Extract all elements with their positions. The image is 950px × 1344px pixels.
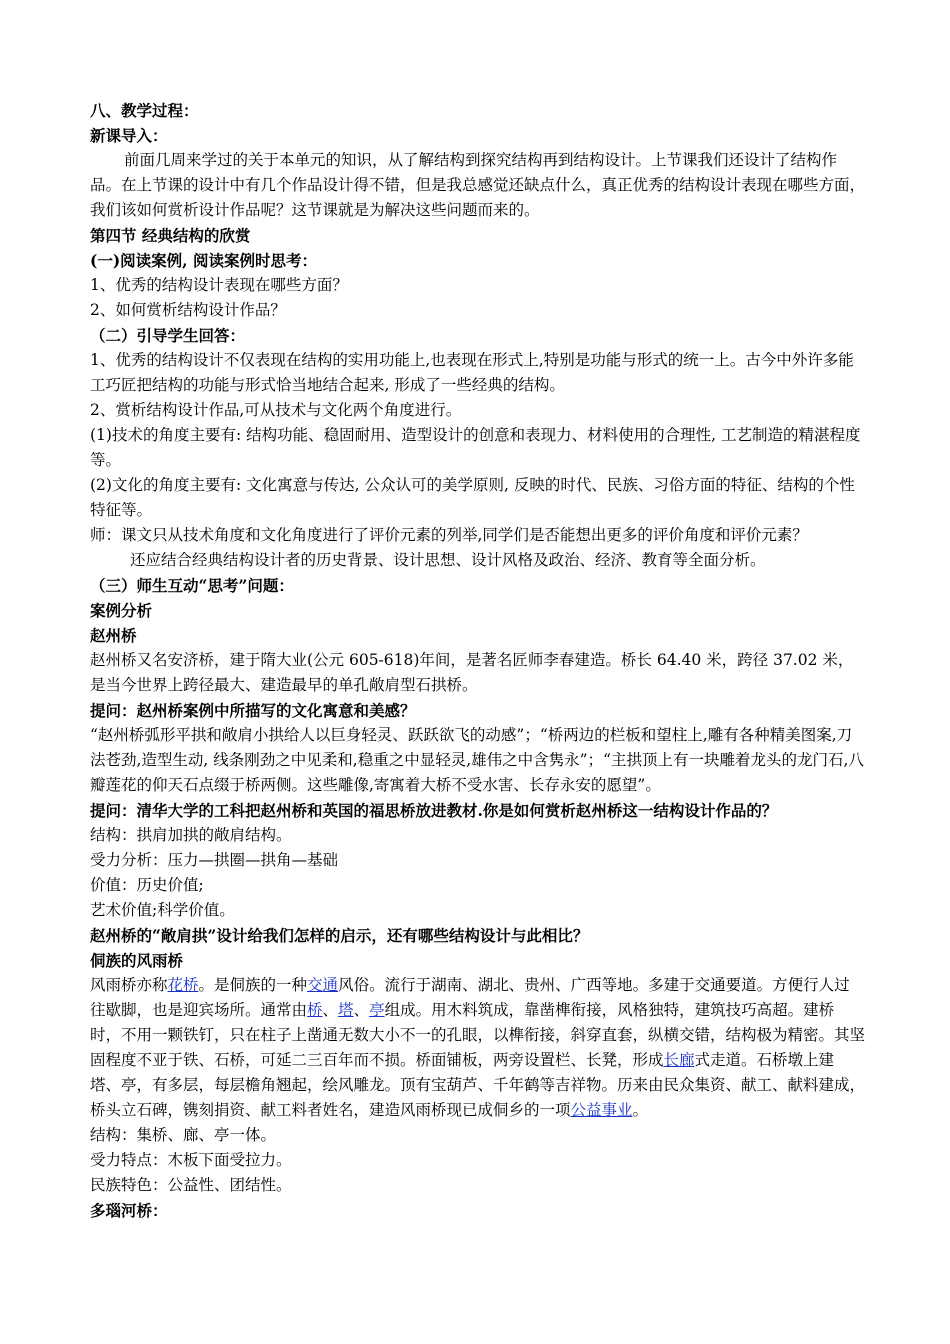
zhaozhou-structure: 结构：拱肩加拱的敞肩结构。: [90, 826, 292, 844]
zhaozhou-value: 价值：历史价值;: [90, 876, 204, 894]
dong-ethnic-features: 民族特色：公益性、团结性。: [90, 1176, 292, 1194]
section-title: 第四节 经典结构的欣赏: [90, 226, 251, 245]
dong-text-2: 。是侗族的一种: [198, 976, 308, 994]
link-ting[interactable]: 亭: [369, 1001, 385, 1019]
question-1: 1、优秀的结构设计表现在哪些方面？: [90, 276, 348, 294]
zhaozhou-answer-1: “赵州桥弧形平拱和敞肩小拱给人以巨身轻灵、跃跃欲飞的动感”；“桥两边的栏板和望柱上,雕有各种精美图案,刀法苍劲,造型生动, 线条刚劲之中见柔和,稳重之中显轻灵,雄伟之中含隽永”；“主拱顶上有一块雕着龙头的龙门石,八瓣莲花的仰天石点缀于桥两侧。这些雕像,寄寓着大桥不受水害、长存永安的愿望”。: [90, 726, 864, 794]
answer-2-cultural: (2)文化的角度主要有: 文化寓意与传达, 公众认可的美学原则, 反映的时代、民族、习俗方面的特征、结构的个性特征等。: [90, 476, 855, 519]
link-huaqiao[interactable]: 花桥: [167, 976, 199, 994]
question-2: 2、如何赏析结构设计作品？: [90, 301, 286, 319]
link-changlang[interactable]: 长廊: [663, 1051, 695, 1069]
answer-2: 2、赏析结构设计作品,可从技术与文化两个角度进行。: [90, 401, 462, 419]
heading-read-cases: (一)阅读案例, 阅读案例时思考：: [90, 251, 317, 270]
dong-text-7: 式走道。石桥墩上建塔、亭，有多层，每层檐角翘起，绘风雕龙。顶有宝葫芦、千年鹤等吉祥物。历来由民众集资、献工、献料建成，桥头立石碑，镌刻捐资、献工料者姓名，建造风雨桥现已成侗乡的一项: [90, 1051, 866, 1119]
dong-text-5: 、: [353, 1001, 370, 1019]
zhaozhou-question-2: 提问：清华大学的工科把赵州桥和英国的福思桥放进教材.你是如何赏析赵州桥这一结构设计作品的？: [90, 801, 778, 820]
zhaozhou-question-3: 赵州桥的“敞肩拱”设计给我们怎样的启示，还有哪些结构设计与此相比？: [90, 926, 589, 945]
answer-2-technical: (1)技术的角度主要有: 结构功能、稳固耐用、造型设计的创意和表现力、材料使用的合理性, 工艺制造的精湛程度等。: [90, 426, 861, 469]
link-gongyi-shiye[interactable]: 公益事业: [570, 1101, 633, 1119]
dong-text-3: 风俗。流行于湖南、湖北、贵州、广西等地。多建于交通要道。方便行人过往歇脚，也是迎宾场所。通常由: [90, 976, 850, 1019]
dong-text-6: 组成。用木料筑成，靠凿榫衔接，风格独特，建筑技巧高超。建桥时，不用一颗铁钉，只在柱子上凿通无数大小不一的孔眼，以榫衔接，斜穿直套，纵横交错，结构极为精密。其坚固程度不亚于铁、石桥，可延二三百年而不损。桥面铺板，两旁设置栏、长凳，形成: [90, 1001, 866, 1069]
heading-danube-bridge: 多瑙河桥：: [90, 1201, 168, 1220]
dong-text-8: 。: [632, 1101, 649, 1119]
link-ta[interactable]: 塔: [338, 1001, 354, 1019]
teacher-remark-continued: 还应结合经典结构设计者的历史背景、设计思想、设计风格及政治、经济、教育等全面分析。: [130, 551, 766, 569]
heading-interaction: （三）师生互动“思考”问题：: [90, 576, 294, 595]
zhaozhou-force-analysis: 受力分析：压力—拱圈—拱角—基础: [90, 851, 339, 869]
link-qiao[interactable]: 桥: [307, 1001, 323, 1019]
heading-dong-wind-rain-bridge: 侗族的风雨桥: [90, 951, 184, 970]
teacher-remark: 师：课文只从技术角度和文化角度进行了评价元素的列举,同学们是否能想出更多的评价角度和评价元素？: [90, 526, 808, 544]
heading-case-analysis: 案例分析: [90, 601, 153, 620]
heading-new-lesson-intro: 新课导入：: [90, 126, 168, 145]
link-jiaotong[interactable]: 交通: [307, 976, 339, 994]
zhaozhou-value-cont: 艺术价值;科学价值。: [90, 901, 235, 919]
answer-1: 1、优秀的结构设计不仅表现在结构的实用功能上,也表现在形式上,特别是功能与形式的统一上。古今中外许多能工巧匠把结构的功能与形式恰当地结合起来, 形成了一些经典的结构。: [90, 351, 854, 394]
dong-force: 受力特点：木板下面受拉力。: [90, 1151, 292, 1169]
dong-text-4: 、: [322, 1001, 339, 1019]
zhaozhou-intro: 赵州桥又名安济桥，建于隋大业(公元 605-618)年间，是著名匠师李春建造。桥长 64.40 米，跨径 37.02 米， 是当今世界上跨径最大、建造最早的单孔敞肩型石拱桥。: [90, 651, 854, 694]
dong-structure: 结构：集桥、廊、亭一体。: [90, 1126, 277, 1144]
heading-zhaozhou-bridge: 赵州桥: [90, 626, 137, 645]
zhaozhou-question-1: 提问：赵州桥案例中所描写的文化寓意和美感？: [90, 701, 416, 720]
document-page: [90, 98, 865, 1223]
dong-bridge-paragraph: [90, 973, 865, 1123]
dong-text-1: 风雨桥亦称: [90, 976, 168, 994]
heading-teaching-process: 八、教学过程：: [90, 101, 199, 120]
intro-paragraph: 前面几周来学过的关于本单元的知识，从了解结构到探究结构再到结构设计。上节课我们还设计了结构作品。在上节课的设计中有几个作品设计得不错，但是我总感觉还缺点什么，真正优秀的结构设计表现在哪些方面，我们该如何赏析设计作品呢？这节课就是为解决这些问题而来的。: [90, 151, 866, 219]
heading-guide-answers: （二）引导学生回答：: [90, 326, 246, 345]
